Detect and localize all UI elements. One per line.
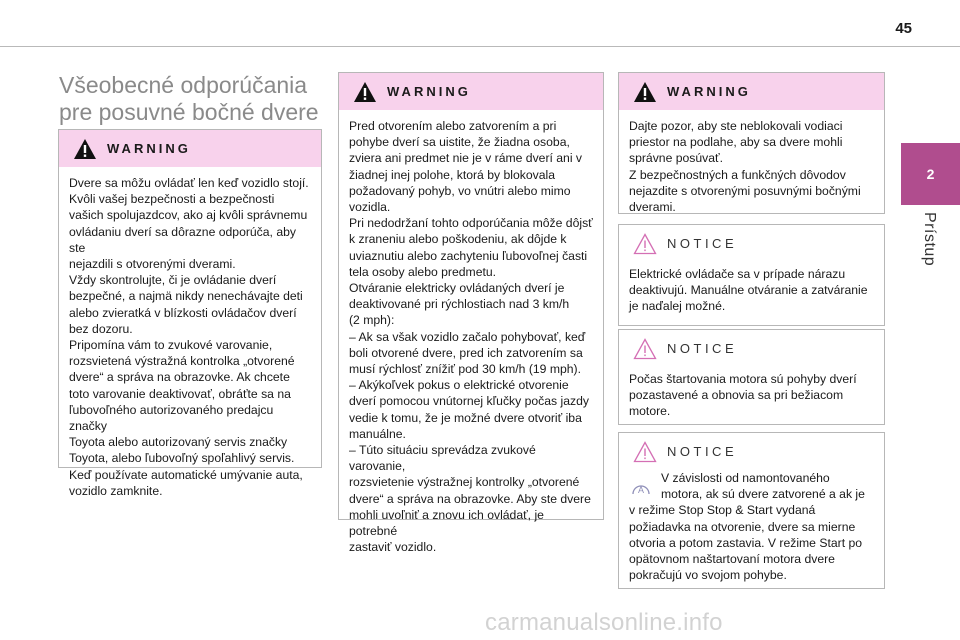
warning-triangle-icon	[633, 81, 657, 103]
warning-header	[619, 73, 884, 110]
notice-heading: NOTICE	[667, 444, 738, 459]
warning-heading: WARNING	[667, 84, 751, 99]
warning-triangle-icon	[73, 138, 97, 160]
notice-body-row	[619, 470, 884, 502]
notice-text: Počas štartovania motora sú pohyby dverí pozastavené a obnovia sa pri bežiacom motore.	[629, 372, 857, 419]
notice-heading: NOTICE	[667, 236, 738, 251]
notice-text-rest: v režime Stop Stop & Start vydaná požiadavka na otvorenie, dvere sa mierne otvoria a potom zastavia. V režime Start po opätovnom naštartovaní motora dvere pokračujú vo svojom pohybe.	[629, 503, 863, 583]
notice-triangle-icon	[633, 338, 657, 360]
watermark: carmanualsonline.info	[485, 609, 723, 636]
notice-box-3	[618, 432, 885, 589]
notice-text: Elektrické ovládače sa v prípade nárazu deaktivujú. Manuálne otváranie a zatváranie je naďalej možné.	[629, 267, 868, 314]
warning-heading: WARNING	[107, 141, 191, 156]
warning-text: Dvere sa môžu ovládať len keď vozidlo stojí. Kvôli vašej bezpečnosti a bezpečnosti vašich spolujazdcov, ako aj kvôli správnemu ovládaniu dverí sa dôrazne odporúča, aby ste nejazdili s otvorenými dverami. Vždy skontrolujte, či je ovládanie dverí bezpečné, a najmä nikdy nenechávajte deti alebo zvieratká v blízkosti ovládačov dverí bez dozoru. Pripomína vám to zvukové varovanie, rozsvietená výstražná kontrolka „otvorené dvere“ a správa na obrazovke. Ak chcete toto varovanie deaktivovať, obráťte sa na ľubovoľného autorizovaného predajcu značky Toyota alebo autorizovaný servis značky Toyota, alebo ľubovoľný spoľahlivý servis. Keď používate automatické umývanie auta, vozidlo zamknite.	[69, 176, 309, 498]
warning-header	[59, 130, 321, 167]
automatic-mode-icon	[629, 478, 653, 498]
warning-text: Dajte pozor, aby ste neblokovali vodiaci priestor na podlahe, aby sa dvere mohli správne posúvať. Z bezpečnostných a funkčných dôvodov nejazdite s otvorenými posuvnými bočnými dverami.	[629, 119, 861, 215]
section-title: Všeobecné odporúčania pre posuvné bočné dvere	[59, 72, 319, 125]
notice-box-1	[618, 224, 885, 326]
page-number: 45	[895, 20, 912, 37]
chapter-label: Prístup	[921, 212, 938, 267]
notice-box-2	[618, 329, 885, 425]
notice-triangle-icon	[633, 441, 657, 463]
notice-text-first: V závislosti od namontovaného motora, ak sú dvere zatvorené a ak je	[661, 471, 865, 502]
notice-heading: NOTICE	[667, 341, 738, 356]
svg-text:A: A	[637, 485, 645, 495]
notice-triangle-icon	[633, 233, 657, 255]
warning-box-2	[338, 72, 604, 555]
chapter-tab[interactable]	[901, 143, 960, 205]
warning-text: Pred otvorením alebo zatvorením a pri pohybe dverí sa uistite, že žiadna osoba, zviera ani predmet nie je v ráme dverí ani v žiadnej inej polohe, ktorá by blokovala požadovaný pohyb, vo vnútri alebo mimo vozidla. Pri nedodržaní tohto odporúčania môže dôjsť k zraneniu alebo poškodeniu, ak dôjde k uviaznutiu alebo zachyteniu ľubovoľnej časti tela osoby alebo predmetu. Otváranie elektricky ovládaných dverí je deaktivované pri rýchlostiach nad 3 km/h (2 mph): – Ak sa však vozidlo začalo pohybovať, keď boli otvorené dvere, pred ich zatvorením sa musí rýchlosť znížiť pod 30 km/h (19 mph). – Akýkoľvek pokus o elektrické otvorenie dverí pomocou vnútornej kľučky počas jazdy vedie k tomu, že je možné dvere otvoriť iba manuálne. – Túto situáciu sprevádza zvukové varovanie, rozsvietenie výstražnej kontrolky „otvorené dvere“ a správa na obrazovke. Aby ste dvere mohli uvoľniť a znovu ich ovládať, je potrebné zastaviť vozidlo.	[349, 119, 593, 555]
notice-header	[619, 433, 884, 470]
chapter-number: 2	[926, 166, 935, 182]
notice-header	[619, 225, 884, 262]
header-divider	[0, 46, 960, 47]
warning-triangle-icon	[353, 81, 377, 103]
warning-header	[339, 73, 603, 110]
warning-box-1	[58, 129, 322, 498]
notice-header	[619, 330, 884, 367]
warning-heading: WARNING	[387, 84, 471, 99]
warning-box-3	[618, 72, 885, 214]
